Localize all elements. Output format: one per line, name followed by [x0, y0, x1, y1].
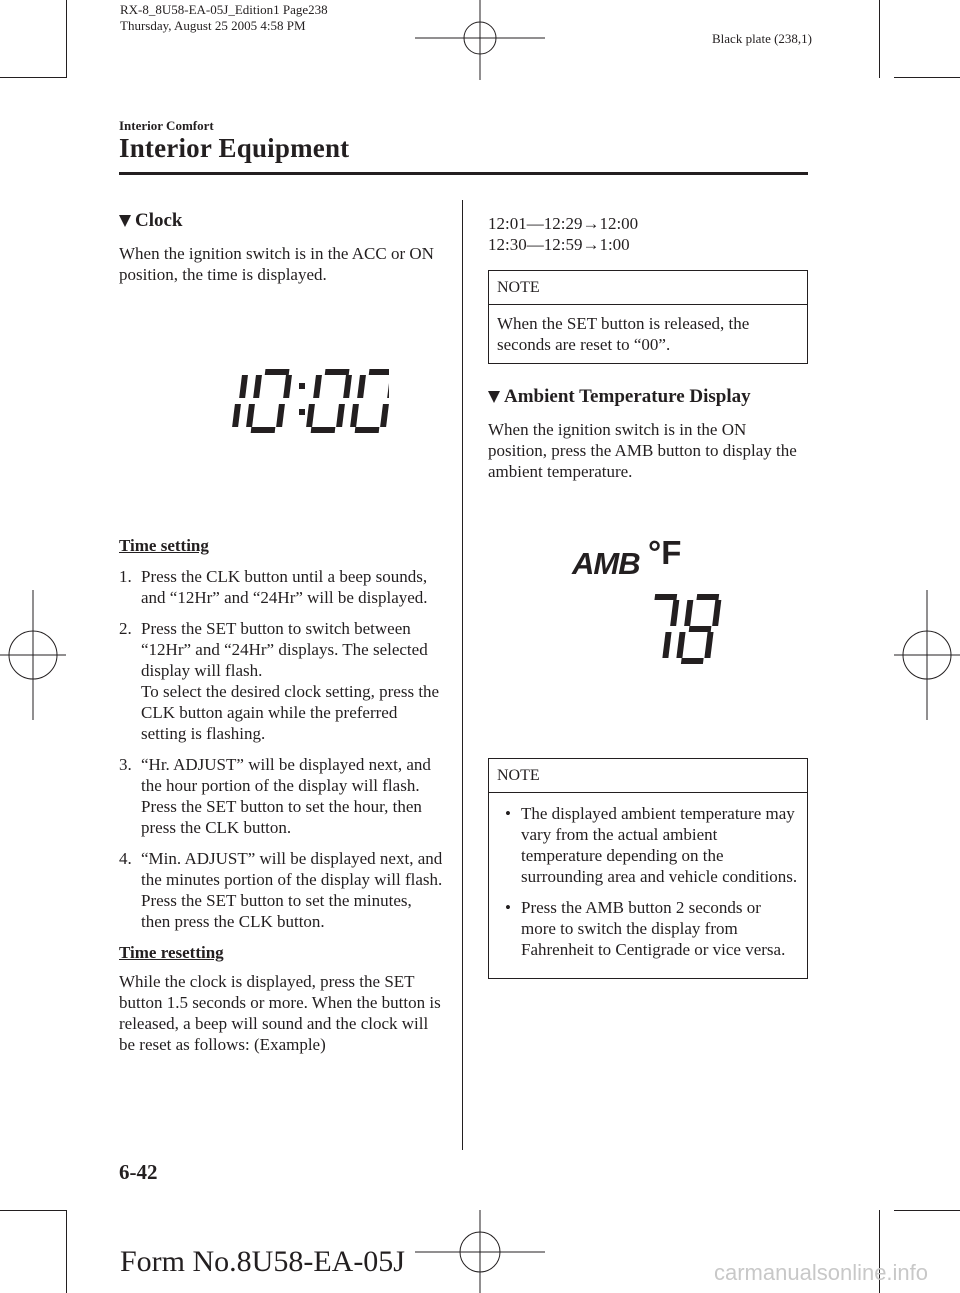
registration-mark-right — [894, 590, 960, 720]
print-header-plate: Black plate (238,1) — [712, 31, 812, 46]
temperature-digit — [654, 594, 679, 658]
time-resetting-heading: Time resetting — [119, 943, 224, 962]
print-header-line1: RX-8_8U58-EA-05J_Edition1 Page238 — [120, 2, 328, 17]
clock-colon — [299, 383, 305, 415]
section-label: Interior Comfort — [119, 118, 214, 133]
print-header-file — [120, 2, 328, 34]
ambient-temperature-digits — [634, 590, 724, 670]
registration-mark-bottom — [415, 1210, 545, 1293]
temperature-digit — [676, 594, 721, 664]
step-item: 2. Press the SET button to switch between “12Hr” and “24Hr” displays. The selected display will flash. To select the desired clock setting, press the CLK button again while the preferred setting is flashing. — [119, 619, 440, 743]
print-header-line2: Thursday, August 25 2005 4:58 PM — [120, 18, 306, 33]
step-item: 1. Press the CLK button until a beep sounds, and “12Hr” and “24Hr” will be displayed. — [119, 567, 428, 607]
clock-digit — [246, 369, 292, 433]
form-number: Form No.8U58-EA-05J — [120, 1245, 405, 1278]
note-box-ambient — [488, 758, 808, 979]
clock-digit — [350, 369, 389, 433]
note-box-clock — [488, 270, 808, 364]
registration-mark-top — [415, 0, 545, 80]
ambient-display-figure — [488, 482, 808, 744]
note-text: When the SET button is released, the seconds are reset to “00”. — [497, 314, 750, 354]
clock-digit — [232, 375, 248, 427]
time-resetting-text: While the clock is displayed, press the SET button 1.5 seconds or more. When the button is released, a beep will sound and the clock will be reset as follows: (Example) — [119, 972, 441, 1054]
watermark: carmanualsonline.info — [714, 1260, 929, 1285]
amb-label: AMB — [572, 546, 640, 581]
clock-display-graphic — [199, 365, 389, 440]
time-setting-heading: Time setting — [119, 536, 209, 555]
reset-example-1: 12:01―12:29→12:00 — [488, 214, 639, 233]
triangle-bullet-icon — [119, 215, 131, 227]
right-column — [488, 213, 808, 979]
registration-mark-left — [0, 590, 66, 720]
page-number: 6-42 — [119, 1160, 158, 1184]
left-column — [119, 210, 444, 1055]
clock-intro: When the ignition switch is in the ACC or ON position, the time is displayed. — [119, 244, 434, 284]
title-rule — [119, 172, 808, 175]
note-label: NOTE — [489, 271, 807, 305]
list-item: • Press the AMB button 2 seconds or more to switch the display from Fahrenheit to Centigrade or vice versa. — [497, 897, 799, 960]
page-title: Interior Equipment — [119, 133, 350, 163]
step-item: 3. “Hr. ADJUST” will be displayed next, and the hour portion of the display will flash. Press the SET button to set the hour, then press the CLK button. — [119, 755, 431, 837]
clock-display-figure — [119, 285, 444, 535]
step-item: 4. “Min. ADJUST” will be displayed next, and the minutes portion of the display will flash. Press the SET button to set the minutes, then press the CLK button. — [119, 849, 443, 931]
fahrenheit-unit: °F — [648, 534, 682, 571]
clock-digit — [306, 369, 352, 433]
clock-heading: Clock — [119, 210, 444, 231]
column-divider — [462, 200, 463, 1150]
triangle-bullet-icon — [488, 391, 500, 403]
ambient-intro: When the ignition switch is in the ON position, press the AMB button to display the ambient temperature. — [488, 420, 797, 481]
ambient-heading: Ambient Temperature Display — [488, 386, 808, 407]
list-item: • The displayed ambient temperature may vary from the actual ambient temperature depending on the surrounding area and vehicle conditions. — [497, 803, 799, 887]
ambient-note-list — [497, 803, 799, 960]
reset-example-2: 12:30―12:59→1:00 — [488, 235, 630, 254]
time-setting-steps — [119, 566, 444, 932]
note-label: NOTE — [489, 759, 807, 793]
